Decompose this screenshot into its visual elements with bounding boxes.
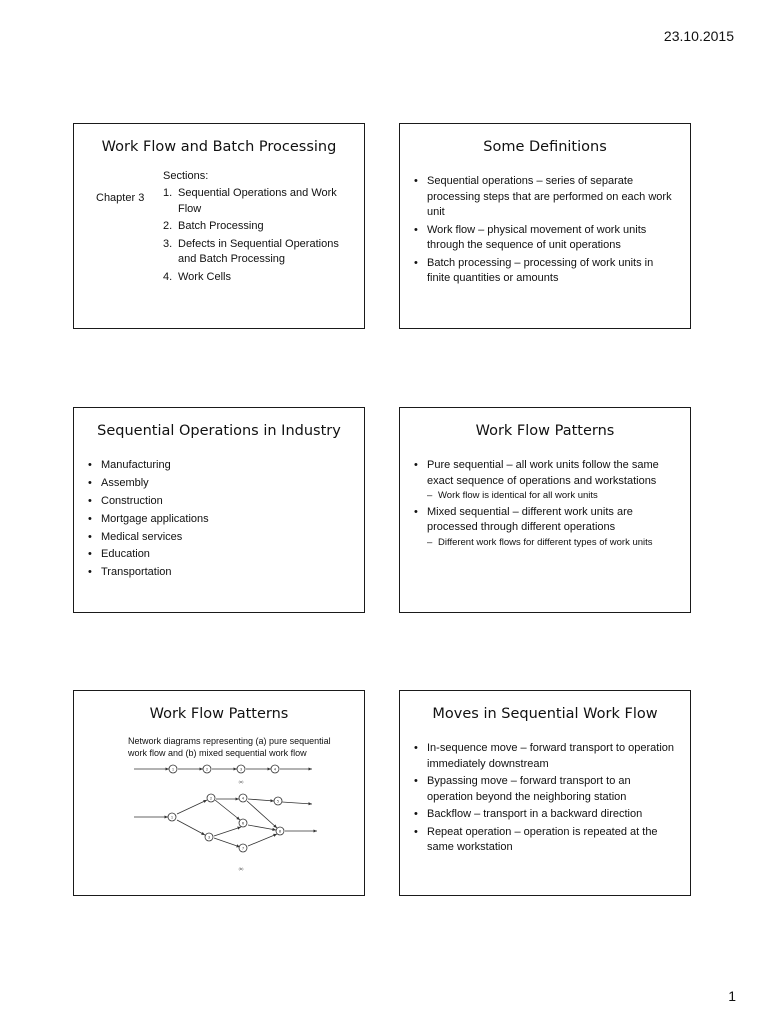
diagram-label-b: (b) <box>238 867 244 871</box>
list-item <box>163 219 352 235</box>
slide-moves-in-sequential-work-flow <box>399 690 691 896</box>
item-text: Work Cells <box>178 270 231 283</box>
list-item: • Batch processing – processing of work units in finite quantities or amounts <box>414 256 678 287</box>
item-number: 3. <box>163 237 173 250</box>
flow-arrow <box>215 800 240 820</box>
flow-arrow <box>248 825 276 830</box>
item-text: Pure sequential – all work units follow the same exact sequence of operations and workstations <box>427 459 659 487</box>
item-number: 2. <box>163 220 173 232</box>
slide-title: Some Definitions <box>483 139 607 155</box>
list-item: • Backflow – transport in a backward direction <box>414 807 678 823</box>
node-label: 2 <box>205 767 209 772</box>
list-item: • Education <box>88 547 352 563</box>
flow-arrow <box>248 799 274 801</box>
bullet-list <box>414 741 678 858</box>
bullet-list <box>88 458 352 583</box>
list-item <box>163 270 352 286</box>
item-number: 1. <box>163 187 173 199</box>
list-item: • Bypassing move – forward transport to an operation beyond the neighboring station <box>414 774 678 805</box>
node-label: 6 <box>241 821 245 826</box>
network-diagram <box>132 761 332 876</box>
slide-title: Moves in Sequential Work Flow <box>432 706 658 722</box>
slide-sequential-operations-in-industry <box>73 407 365 613</box>
slide-title: Work Flow and Batch Processing <box>101 139 337 155</box>
item-text: Batch Processing <box>178 220 264 232</box>
item-text: Mixed sequential – different work units are processed through different operations <box>427 505 633 533</box>
bullet-list <box>414 174 678 289</box>
page-date: 23.10.2015 <box>663 28 734 44</box>
item-text: Sequential Operations and Work Flow <box>178 187 337 215</box>
node-label: 3 <box>239 767 243 772</box>
slide-title: Work Flow Patterns <box>149 706 289 722</box>
slide-work-flow-patterns <box>399 407 691 613</box>
list-item: • Transportation <box>88 565 352 581</box>
node-label: 8 <box>278 829 282 834</box>
diagram-caption: Network diagrams representing (a) pure sequential work flow and (b) mixed sequential work flow <box>128 736 331 758</box>
list-item: • Sequential operations – series of separate processing steps that are performed on each work unit <box>414 174 678 221</box>
list-item: • Mortgage applications <box>88 512 352 528</box>
slide-some-definitions <box>399 123 691 329</box>
node-label: 4 <box>273 767 277 772</box>
flow-arrow <box>177 800 207 814</box>
node-label: 5 <box>276 799 280 804</box>
flow-arrow <box>177 820 205 835</box>
sub-list-item: – Work flow is identical for all work units <box>427 490 678 503</box>
node-label: 3 <box>207 835 211 840</box>
page-number: 1 <box>728 988 736 1004</box>
list-item: • Manufacturing <box>88 458 352 474</box>
list-item <box>414 458 678 503</box>
list-item: • Repeat operation – operation is repeated at the same workstation <box>414 825 678 856</box>
node-label: 4 <box>241 796 245 801</box>
item-number: 4. <box>163 270 173 283</box>
flow-arrow <box>214 827 241 836</box>
diagram-label-a: (a) <box>238 780 244 784</box>
slide-work-flow-patterns-diagram <box>73 690 365 896</box>
node-label: 2 <box>209 796 213 801</box>
sections-label: Sections: <box>163 170 209 182</box>
item-text: Defects in Sequential Operations and Batch Processing <box>178 237 339 265</box>
slide-title: Sequential Operations in Industry <box>97 423 341 439</box>
list-item: • Construction <box>88 494 352 510</box>
slide-title: Work Flow Patterns <box>475 423 615 439</box>
list-item: • Medical services <box>88 530 352 546</box>
flow-arrow <box>247 799 280 828</box>
sections-list <box>163 186 352 287</box>
node-label: 1 <box>170 815 174 820</box>
sub-list <box>427 490 678 503</box>
flow-arrow <box>282 802 312 804</box>
list-item <box>163 237 352 268</box>
list-item: • In-sequence move – forward transport to operation immediately downstream <box>414 741 678 772</box>
sub-list <box>427 537 678 550</box>
list-item <box>163 186 352 217</box>
slide-work-flow-and-batch-processing <box>73 123 365 329</box>
node-label: 1 <box>171 767 175 772</box>
flow-arrow <box>248 834 277 846</box>
list-item: • Assembly <box>88 476 352 492</box>
flow-arrow <box>214 838 240 847</box>
bullet-list <box>414 458 678 551</box>
node-label: 7 <box>241 846 245 851</box>
sub-list-item: – Different work flows for different types of work units <box>427 537 678 550</box>
list-item <box>414 505 678 550</box>
chapter-label: Chapter 3 <box>96 192 145 204</box>
list-item: • Work flow – physical movement of work units through the sequence of unit operations <box>414 223 678 254</box>
